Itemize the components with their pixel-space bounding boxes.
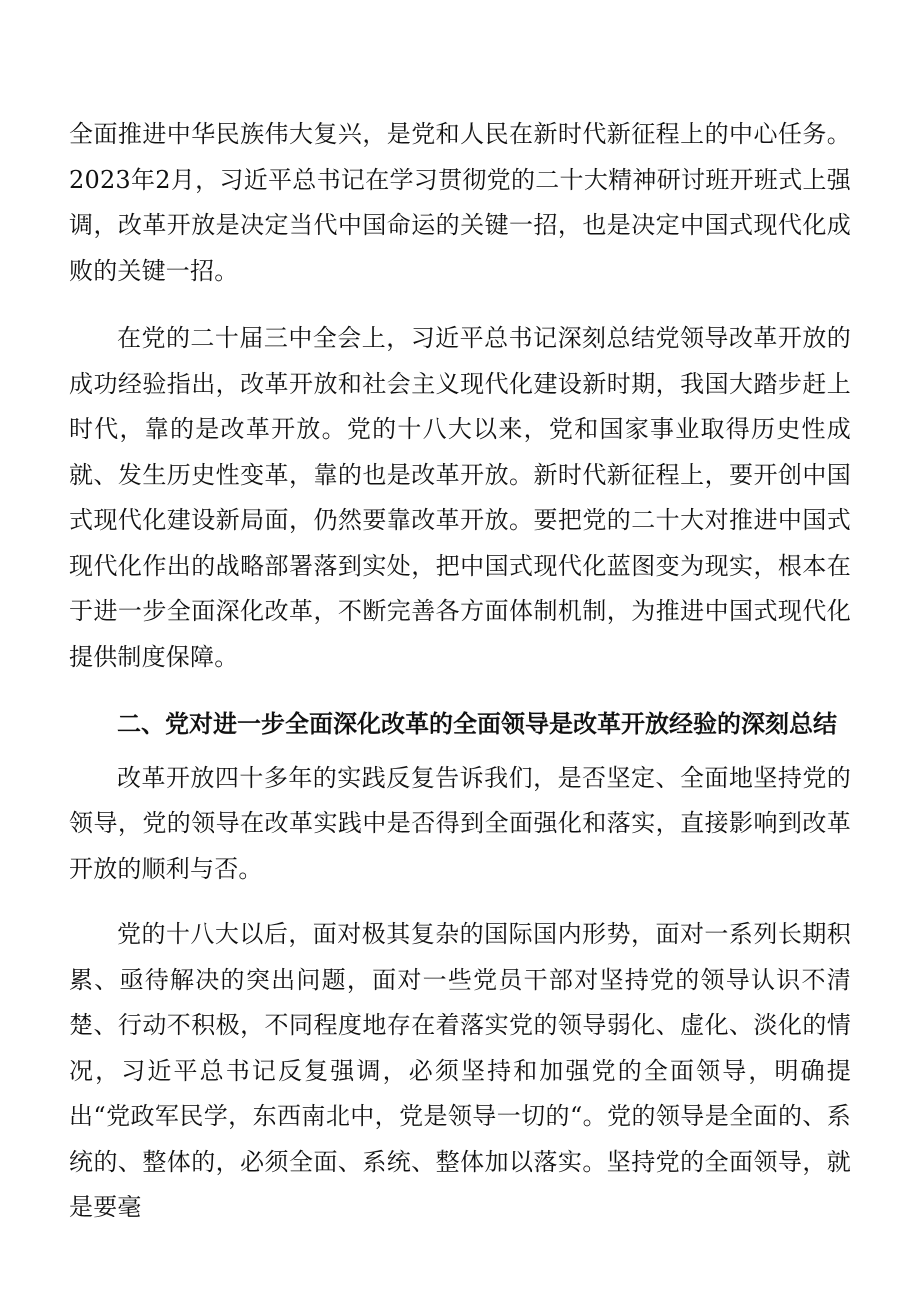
paragraph-2: 在党的二十届三中全会上，习近平总书记深刻总结党领导改革开放的成功经验指出，改革开放和社会主义现代化建设新时期，我国大踏步赶上时代，靠的是改革开放。党的十八大以来，党和国家事业取得历史性成就、发生历史性变革，靠的也是改革开放。新时代新征程上，要开创中国式现代化建设新局面，仍然要靠改革开放。要把党的二十大对推进中国式现代化作出的战略部署落到实处，把中国式现代化蓝图变为现实，根本在于进一步全面深化改革，不断完善各方面体制机制，为推进中国式现代化提供制度保障。: [69, 324, 851, 671]
paragraph-4: 党的十八大以后，面对极其复杂的国际国内形势，面对一系列长期积累、亟待解决的突出问题，面对一些党员干部对坚持党的领导认识不清楚、行动不积极，不同程度地存在着落实党的领导弱化、虚化、淡化的情况，习近平总书记反复强调，必须坚持和加强党的全面领导，明确提出“党政军民学，东西南北中，党是领导一切的“。党的领导是全面的、系统的、整体的，必须全面、系统、整体加以落实。坚持党的全面领导，就是要毫: [69, 920, 851, 1221]
paragraph-1: 全面推进中华民族伟大复兴，是党和人民在新时代新征程上的中心任务。2023年2月，习近平总书记在学习贯彻党的二十大精神研讨班开班式上强调，改革开放是决定当代中国命运的关键一招，也是决定中国式现代化成败的关键一招。: [69, 120, 851, 285]
section-heading: 二、党对进一步全面深化改革的全面领导是改革开放经验的深刻总结: [117, 710, 837, 738]
document-body: [69, 112, 851, 1253]
paragraph-3: 改革开放四十多年的实践反复告诉我们，是否坚定、全面地坚持党的领导，党的领导在改革实践中是否得到全面强化和落实，直接影响到改革开放的顺利与否。: [69, 763, 851, 883]
